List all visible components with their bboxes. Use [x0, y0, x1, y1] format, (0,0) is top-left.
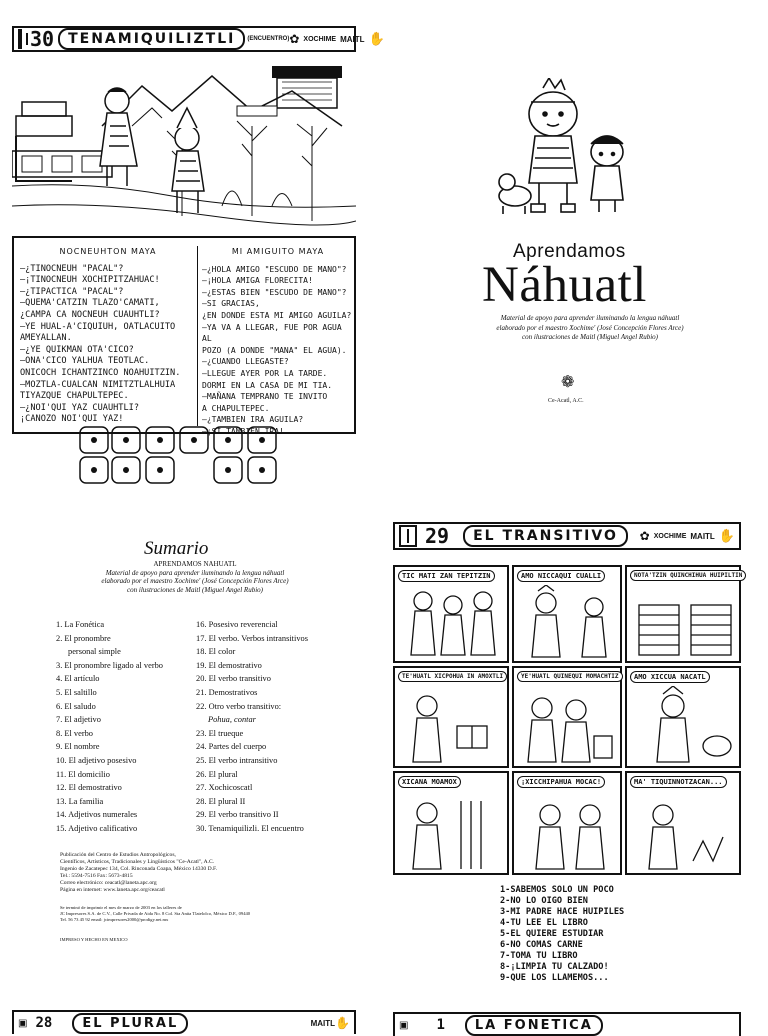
flower-icon: ✿ [289, 32, 300, 46]
printed-in: IMPRESO Y HECHO EN MEXICO [60, 937, 128, 942]
dialog-line: —¿HOLA AMIGO "ESCUDO DE MANO"? [202, 264, 347, 274]
dialog-line: —QUEMA'CATZIN TLAZO'CAMATI, [20, 298, 160, 309]
dialog-line: —¡HOLA AMIGA FLORECITA! [202, 276, 313, 286]
cover-title: Náhuatl [482, 257, 647, 313]
toc-item[interactable]: 14. Adjetivos numerales [56, 810, 138, 820]
toc-item[interactable]: 26. El plural [196, 769, 238, 779]
dialog-line: ¿EN DONDE ESTA MI AMIGO AGUILA? [202, 310, 352, 320]
toc-item[interactable]: 24. Partes del cuerpo [196, 742, 267, 752]
panel-figures [633, 686, 737, 766]
toc-item[interactable]: 8. El verbo [56, 728, 93, 738]
list-item: 1-SABEMOS SOLO UN POCO [500, 885, 614, 895]
toc-item[interactable]: 3. El pronombre ligado al verbo [56, 660, 163, 670]
dialog-line: ¡CANOZO NOI'QUI YAZ! [20, 414, 124, 425]
panel-figures [520, 686, 618, 766]
cover-children-illustration [495, 78, 645, 220]
dialog-line: —¿ESTAS BIEN "ESCUDO DE MANO"? [202, 287, 347, 297]
page30-subtitle: (ENCUENTRO) [247, 36, 290, 42]
comic-panel: YE'HUATL QUINEQUI MOMACHTIZ [512, 666, 622, 768]
dialog-line: —¿TINOCNEUH "PACAL"? [20, 263, 124, 274]
page30-brand: ✿ XOCHIME MAITL ✋ [289, 31, 385, 46]
page28-header-partial: ▣ 28 EL PLURAL MAITL ✋ [12, 1010, 356, 1034]
toc-item[interactable]: 27. Xochicoscatl [196, 783, 253, 793]
comic-panel: ¡XICCHIPAHUA MOCAC! [512, 771, 622, 875]
page30-title: TENAMIQUILIZTLI [58, 28, 245, 50]
dialog-line: —LLEGUE AYER POR LA TARDE. [202, 368, 328, 378]
dialog-line: DORMI EN LA CASA DE MI TIA. [202, 380, 333, 390]
toc-item[interactable]: 12. El demostrativo [56, 783, 122, 793]
toc-item[interactable]: 9. El nombre [56, 742, 100, 752]
comic-panel: NOTA'TZIN QUINCHIHUA HUIPILTIN [625, 565, 741, 663]
dialog-line: A CHAPULTEPEC. [202, 403, 270, 413]
toc-item[interactable]: 10. El adjetivo posesivo [56, 755, 137, 765]
page1-header-partial: ▣ 1 LA FONETICA [393, 1012, 741, 1036]
mayan-glyphs-decoration [76, 425, 286, 485]
toc-item[interactable]: 17. El verbo. Verbos intransitivos [196, 633, 308, 643]
dialog-line: —ONA'CICO YALHUA TEOTLAC. [20, 356, 150, 367]
sumario-subtitle: APRENDAMOS NAHUATL Material de apoyo para aprender iluminando la lengua náhuatl elaborado por el maestro Xochime' (José Concepción Flores Arce) con ilustraciones de Maitl (Miguel Angel Rubio) [101, 560, 289, 594]
hand-icon: ✋ [368, 31, 385, 46]
nahuatl-column-title: NOCNEUHTON MAYA [59, 247, 157, 256]
toc-item[interactable]: 21. Demostrativos [196, 687, 258, 697]
page29-title: EL TRANSITIVO [463, 525, 628, 547]
publication-info: Publicación del Centro de Estudios Antropológicos, Científicos, Artísticos, Tradicionales y Lingüísticos "Ce-Acatl", A.C. Ingenio de Zacatepec 134, Col. Rinconada Coapa, México 14330 D.F. Tel.: 5594-7516 Fax: 5673-4815 Correo electrónico: ceacatl@laneta.apc.org Página en internet: www.laneta.apc.org/ceacatl [60, 852, 218, 893]
list-item: 3-MI PADRE HACE HUIPILES [500, 907, 625, 917]
print-info: Se terminó de imprimir el mes de marzo de 2003 en los talleres de JC Impresores S.A. de C.V., Calle Privada de Aida No. 8 Col. Sta Anita Tlatelolco, México D.F., 09440 Tel. 56 73 45 92 email: jcimpresores2000@prodigy.net.mx [60, 905, 251, 922]
dialog-line: POZO (A DONDE "MANA" EL AGUA). [202, 345, 347, 355]
toc-item[interactable]: 4. El artículo [56, 674, 100, 684]
toc-left-column [56, 618, 163, 836]
dialog-line: TIYAZQUE CHAPULTEPEC. [20, 391, 129, 402]
dialog-line: —YA VA A LLEGAR, FUE POR AGUA AL [202, 322, 342, 344]
page30-number: 30 [30, 27, 55, 51]
dialog-line: —¿NOI'QUI YAZ CUAUHTLI? [20, 402, 139, 413]
sumario-title: Sumario [144, 538, 209, 559]
dialog-line: —¡TINOCNEUH XOCHIPITZAHUAC! [20, 275, 160, 286]
comic-panel: MA' TIQUINNOTZACAN... [625, 771, 741, 875]
dialog-line: —MOZTLA-CUALCAN NIMITZTLALHUIA [20, 379, 176, 390]
dialog-line: —¿TAMBIEN IRA AGUILA? [202, 415, 304, 425]
panel-figures [520, 585, 618, 661]
cover-aprendamos: Aprendamos [513, 241, 626, 262]
dialog-line: —¿CUANDO LLEGASTE? [202, 357, 289, 367]
toc-item[interactable]: 5. El saltillo [56, 687, 97, 697]
toc-item[interactable]: 11. El domicilio [56, 769, 110, 779]
flower-icon: ✿ [639, 529, 650, 543]
publisher-logo-icon: ❁ [561, 374, 575, 391]
list-item: 4-TU LEE EL LIBRO [500, 918, 588, 928]
panel-figures [401, 791, 503, 873]
dialog-line: —MAÑANA TEMPRANO TE INVITO [202, 392, 328, 402]
toc-item[interactable]: 7. El adjetivo [56, 715, 101, 725]
column-divider [197, 246, 198, 426]
page29-header [393, 522, 741, 550]
list-item: 6-NO COMAS CARNE [500, 940, 583, 950]
comic-panel: XICANA MOAMOX [393, 771, 509, 875]
encounter-illustration [12, 56, 356, 226]
toc-item[interactable]: 15. Adjetivo calificativo [56, 823, 138, 833]
list-item: 8-¡LIMPIA TU CALZADO! [500, 962, 609, 972]
comic-panel: AMO NICCAQUI CUALLI [512, 565, 622, 663]
toc-item[interactable]: 28. El plural II [196, 796, 246, 806]
dialog-line: —¡SI TAMBIEN IRA! [202, 426, 284, 436]
page30-dialog [12, 236, 356, 434]
toc-item[interactable]: 6. El saludo [56, 701, 96, 711]
list-item: 7-TOMA TU LIBRO [500, 951, 578, 961]
comic-panel: AMO XICCUA NACATL [625, 666, 741, 768]
book-icon [18, 29, 22, 49]
dialog-line: —¿TIPACTICA "PACAL"? [20, 286, 124, 297]
page30-header [12, 26, 385, 52]
comic-panel: TE'HUATL XICPOHUA IN AMOXTLI [393, 666, 509, 768]
spanish-column-title: MI AMIGUITO MAYA [231, 247, 325, 256]
panel-figures [401, 686, 503, 766]
toc-item[interactable]: 19. El demostrativo [196, 660, 262, 670]
toc-item[interactable]: 13. La familia [56, 796, 104, 806]
toc-item[interactable]: 18. El color [196, 647, 236, 657]
list-item: 9-QUE LOS LLAMEMOS... [500, 973, 609, 983]
toc-item[interactable]: Pohua, contar [208, 715, 256, 725]
toc-item[interactable]: 30. Tenamiquilizli. El encuentro [196, 823, 304, 833]
dialog-line: ONICOCH ICHANTZINCO NOAHUITZIN. [20, 367, 181, 378]
panel-figures [401, 585, 503, 661]
book-icon: ▣ [399, 1019, 409, 1031]
toc-item[interactable]: 20. El verbo transitivo [196, 674, 271, 684]
toc-item[interactable]: 23. El trueque [196, 728, 244, 738]
list-item: 5-EL QUIERE ESTUDIAR [500, 929, 604, 939]
cover-publisher: Ce-Acatl, A.C. [548, 398, 584, 404]
panel-figures [520, 791, 618, 873]
nahuatl-column [20, 246, 196, 426]
toc-right-column [196, 618, 308, 836]
panel-figures [633, 585, 737, 661]
comic-panel: TIC MATI ZAN TEPITZIN [393, 565, 509, 663]
toc-item[interactable]: 1. La Fonética [56, 620, 105, 629]
book-icon [399, 525, 417, 547]
dialog-line: ¿CAMPA CA NOCNEUH CUAUHTLI? [20, 309, 160, 320]
toc-item[interactable]: personal simple [68, 647, 121, 657]
toc-item[interactable]: 22. Otro verbo transitivo: [196, 701, 282, 711]
book-icon: ▣ [18, 1017, 28, 1029]
spanish-column [202, 246, 354, 438]
toc-item[interactable]: 16. Posesivo reverencial [196, 620, 278, 629]
toc-item[interactable]: 25. El verbo intransitivo [196, 755, 278, 765]
dialog-line: —SI GRACIAS, [202, 299, 260, 309]
page29-brand: ✿ XOCHIME MAITL ✋ [639, 528, 735, 543]
dialog-line: —YE HUAL-A'CIQUIUH, OATLACUITO [20, 321, 176, 332]
hand-icon: ✋ [718, 528, 735, 543]
translation-list [500, 885, 624, 984]
page29-number: 29 [425, 524, 450, 548]
list-item: 2-NO LO OIGO BIEN [500, 896, 588, 906]
hand-icon: ✋ [335, 1016, 350, 1030]
dialog-line: —¿YE QUIKMAN OTA'CICO? [20, 344, 134, 355]
dialog-line: AMEYALLAN. [20, 333, 72, 344]
toc-item[interactable]: 2. El pronombre [56, 633, 111, 643]
toc-item[interactable]: 29. El verbo transitivo II [196, 810, 279, 820]
panel-figures [633, 791, 737, 873]
cover-description: Material de apoyo para aprender iluminando la lengua náhuatl elaborado por el maestro Xochime' (José Concepción Flores Arce) con ilustraciones de Maitl (Miguel Angel Rubio) [496, 314, 684, 342]
